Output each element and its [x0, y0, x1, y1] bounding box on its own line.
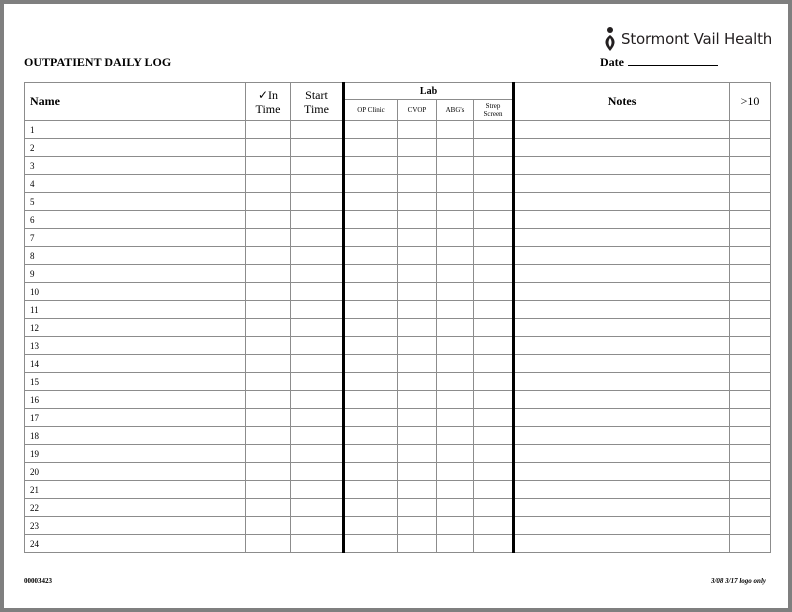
cvop-cell[interactable] [398, 229, 437, 247]
gt10-cell[interactable] [730, 121, 771, 139]
strep-screen-cell[interactable] [474, 391, 514, 409]
name-cell[interactable] [25, 193, 246, 211]
abgs-cell[interactable] [437, 193, 474, 211]
in-time-cell[interactable] [246, 445, 291, 463]
cvop-cell[interactable] [398, 337, 437, 355]
abgs-cell[interactable] [437, 463, 474, 481]
start-time-cell[interactable] [291, 373, 344, 391]
abgs-cell[interactable] [437, 121, 474, 139]
strep-screen-cell[interactable] [474, 229, 514, 247]
in-time-cell[interactable] [246, 157, 291, 175]
name-cell[interactable] [25, 373, 246, 391]
notes-cell[interactable] [514, 535, 730, 553]
table-row [25, 409, 771, 427]
notes-cell[interactable] [514, 121, 730, 139]
in-time-cell[interactable] [246, 319, 291, 337]
cvop-cell[interactable] [398, 391, 437, 409]
row-number: 12 [30, 322, 39, 333]
row-number: 10 [30, 286, 39, 297]
header-lab-abgs: ABG's [437, 100, 474, 121]
gt10-cell[interactable] [730, 499, 771, 517]
gt10-cell[interactable] [730, 535, 771, 553]
row-number: 1 [30, 124, 35, 135]
cvop-cell[interactable] [398, 121, 437, 139]
in-time-cell[interactable] [246, 283, 291, 301]
cvop-cell[interactable] [398, 319, 437, 337]
in-time-cell[interactable] [246, 193, 291, 211]
abgs-cell[interactable] [437, 337, 474, 355]
start-time-cell[interactable] [291, 247, 344, 265]
op-clinic-cell[interactable] [344, 139, 398, 157]
in-time-cell[interactable] [246, 427, 291, 445]
abgs-cell[interactable] [437, 229, 474, 247]
in-time-cell[interactable] [246, 247, 291, 265]
cvop-cell[interactable] [398, 265, 437, 283]
gt10-cell[interactable] [730, 319, 771, 337]
in-time-cell[interactable] [246, 391, 291, 409]
start-time-cell[interactable] [291, 517, 344, 535]
in-time-cell[interactable] [246, 499, 291, 517]
row-number: 9 [30, 268, 35, 279]
cvop-cell[interactable] [398, 535, 437, 553]
notes-cell[interactable] [514, 193, 730, 211]
header-gt10: >10 [730, 83, 771, 121]
strep-screen-cell[interactable] [474, 193, 514, 211]
notes-cell[interactable] [514, 409, 730, 427]
in-time-cell[interactable] [246, 301, 291, 319]
notes-cell[interactable] [514, 247, 730, 265]
brand-name: Stormont Vail Health [621, 30, 773, 48]
in-time-cell[interactable] [246, 337, 291, 355]
strep-screen-cell[interactable] [474, 499, 514, 517]
name-cell[interactable] [25, 355, 246, 373]
op-clinic-cell[interactable] [344, 211, 398, 229]
op-clinic-cell[interactable] [344, 499, 398, 517]
start-time-cell[interactable] [291, 337, 344, 355]
date-field[interactable] [600, 55, 718, 70]
abgs-cell[interactable] [437, 301, 474, 319]
notes-cell[interactable] [514, 373, 730, 391]
row-number: 8 [30, 250, 35, 261]
in-time-cell[interactable] [246, 481, 291, 499]
table-row [25, 319, 771, 337]
cvop-cell[interactable] [398, 499, 437, 517]
cvop-cell[interactable] [398, 193, 437, 211]
name-cell[interactable] [25, 211, 246, 229]
start-time-cell[interactable] [291, 481, 344, 499]
strep-screen-cell[interactable] [474, 535, 514, 553]
row-number: 2 [30, 142, 35, 153]
name-cell[interactable] [25, 337, 246, 355]
table-row [25, 193, 771, 211]
row-number: 4 [30, 178, 35, 189]
op-clinic-cell[interactable] [344, 409, 398, 427]
abgs-cell[interactable] [437, 139, 474, 157]
strep-screen-cell[interactable] [474, 355, 514, 373]
name-cell[interactable] [25, 121, 246, 139]
table-row [25, 121, 771, 139]
strep-screen-cell[interactable] [474, 337, 514, 355]
gt10-cell[interactable] [730, 283, 771, 301]
op-clinic-cell[interactable] [344, 535, 398, 553]
name-cell[interactable] [25, 409, 246, 427]
table-row [25, 301, 771, 319]
start-time-cell[interactable] [291, 211, 344, 229]
row-number: 24 [30, 538, 39, 549]
name-cell[interactable] [25, 229, 246, 247]
table-row [25, 445, 771, 463]
row-number: 15 [30, 376, 39, 387]
strep-screen-cell[interactable] [474, 157, 514, 175]
abgs-cell[interactable] [437, 283, 474, 301]
in-time-cell[interactable] [246, 409, 291, 427]
start-time-cell[interactable] [291, 301, 344, 319]
abgs-cell[interactable] [437, 427, 474, 445]
table-row [25, 355, 771, 373]
abgs-cell[interactable] [437, 535, 474, 553]
start-time-cell[interactable] [291, 229, 344, 247]
abgs-cell[interactable] [437, 355, 474, 373]
cvop-cell[interactable] [398, 481, 437, 499]
gt10-cell[interactable] [730, 427, 771, 445]
strep-screen-cell[interactable] [474, 121, 514, 139]
abgs-cell[interactable] [437, 409, 474, 427]
start-time-cell[interactable] [291, 121, 344, 139]
table-row [25, 175, 771, 193]
table-row [25, 139, 771, 157]
name-cell[interactable] [25, 283, 246, 301]
name-cell[interactable] [25, 445, 246, 463]
name-cell[interactable] [25, 301, 246, 319]
notes-cell[interactable] [514, 391, 730, 409]
notes-cell[interactable] [514, 139, 730, 157]
abgs-cell[interactable] [437, 445, 474, 463]
notes-cell[interactable] [514, 445, 730, 463]
in-time-cell[interactable] [246, 373, 291, 391]
op-clinic-cell[interactable] [344, 445, 398, 463]
abgs-cell[interactable] [437, 373, 474, 391]
gt10-cell[interactable] [730, 301, 771, 319]
in-time-cell[interactable] [246, 535, 291, 553]
row-number: 16 [30, 394, 39, 405]
start-time-cell[interactable] [291, 283, 344, 301]
stormont-vail-logo-icon [602, 26, 618, 52]
in-time-cell[interactable] [246, 229, 291, 247]
name-cell[interactable] [25, 157, 246, 175]
notes-cell[interactable] [514, 517, 730, 535]
date-label: Date [600, 55, 624, 69]
row-number: 22 [30, 502, 39, 513]
op-clinic-cell[interactable] [344, 427, 398, 445]
strep-screen-cell[interactable] [474, 265, 514, 283]
name-cell[interactable] [25, 139, 246, 157]
gt10-cell[interactable] [730, 517, 771, 535]
header-start-time: Start Time [291, 83, 344, 121]
in-time-cell[interactable] [246, 121, 291, 139]
in-time-cell[interactable] [246, 211, 291, 229]
abgs-cell[interactable] [437, 499, 474, 517]
row-number: 21 [30, 484, 39, 495]
in-time-cell[interactable] [246, 265, 291, 283]
gt10-cell[interactable] [730, 409, 771, 427]
start-time-cell[interactable] [291, 355, 344, 373]
gt10-cell[interactable] [730, 373, 771, 391]
notes-cell[interactable] [514, 499, 730, 517]
header-lab-op-clinic: OP Clinic [344, 100, 398, 121]
header-lab-strep-screen: Strep Screen [474, 100, 514, 121]
start-time-cell[interactable] [291, 319, 344, 337]
name-cell[interactable] [25, 499, 246, 517]
gt10-cell[interactable] [730, 193, 771, 211]
strep-screen-cell[interactable] [474, 445, 514, 463]
op-clinic-cell[interactable] [344, 301, 398, 319]
log-body [25, 121, 771, 553]
op-clinic-cell[interactable] [344, 517, 398, 535]
notes-cell[interactable] [514, 283, 730, 301]
cvop-cell[interactable] [398, 211, 437, 229]
strep-screen-cell[interactable] [474, 211, 514, 229]
abgs-cell[interactable] [437, 157, 474, 175]
strep-screen-cell[interactable] [474, 247, 514, 265]
op-clinic-cell[interactable] [344, 283, 398, 301]
strep-screen-cell[interactable] [474, 175, 514, 193]
in-time-cell[interactable] [246, 463, 291, 481]
cvop-cell[interactable] [398, 517, 437, 535]
op-clinic-cell[interactable] [344, 175, 398, 193]
cvop-cell[interactable] [398, 409, 437, 427]
cvop-cell[interactable] [398, 157, 437, 175]
gt10-cell[interactable] [730, 337, 771, 355]
op-clinic-cell[interactable] [344, 481, 398, 499]
table-row [25, 373, 771, 391]
abgs-cell[interactable] [437, 319, 474, 337]
start-time-cell[interactable] [291, 409, 344, 427]
abgs-cell[interactable] [437, 211, 474, 229]
row-number: 3 [30, 160, 35, 171]
gt10-cell[interactable] [730, 481, 771, 499]
start-time-cell[interactable] [291, 193, 344, 211]
notes-cell[interactable] [514, 319, 730, 337]
header-notes: Notes [514, 83, 730, 121]
gt10-cell[interactable] [730, 445, 771, 463]
op-clinic-cell[interactable] [344, 391, 398, 409]
op-clinic-cell[interactable] [344, 355, 398, 373]
notes-cell[interactable] [514, 463, 730, 481]
table-row [25, 463, 771, 481]
table-row [25, 517, 771, 535]
start-time-cell[interactable] [291, 499, 344, 517]
name-cell[interactable] [25, 535, 246, 553]
start-time-cell[interactable] [291, 265, 344, 283]
table-row [25, 247, 771, 265]
gt10-cell[interactable] [730, 229, 771, 247]
op-clinic-cell[interactable] [344, 157, 398, 175]
cvop-cell[interactable] [398, 373, 437, 391]
strep-screen-cell[interactable] [474, 319, 514, 337]
check-icon: ✓ [257, 87, 269, 102]
notes-cell[interactable] [514, 265, 730, 283]
abgs-cell[interactable] [437, 391, 474, 409]
name-cell[interactable] [25, 319, 246, 337]
table-row [25, 337, 771, 355]
in-time-cell[interactable] [246, 517, 291, 535]
header-lab-cvop: CVOP [398, 100, 437, 121]
cvop-cell[interactable] [398, 247, 437, 265]
gt10-cell[interactable] [730, 175, 771, 193]
name-cell[interactable] [25, 391, 246, 409]
gt10-cell[interactable] [730, 463, 771, 481]
op-clinic-cell[interactable] [344, 229, 398, 247]
in-time-cell[interactable] [246, 139, 291, 157]
gt10-cell[interactable] [730, 211, 771, 229]
table-row [25, 499, 771, 517]
gt10-cell[interactable] [730, 265, 771, 283]
strep-screen-cell[interactable] [474, 517, 514, 535]
row-number: 13 [30, 340, 39, 351]
form-number: 00003423 [24, 577, 52, 585]
gt10-cell[interactable] [730, 139, 771, 157]
table-row [25, 283, 771, 301]
page-title: OUTPATIENT DAILY LOG [24, 55, 172, 69]
name-cell[interactable] [25, 265, 246, 283]
start-time-cell[interactable] [291, 157, 344, 175]
strep-screen-cell[interactable] [474, 409, 514, 427]
table-row [25, 481, 771, 499]
table-row [25, 229, 771, 247]
cvop-cell[interactable] [398, 445, 437, 463]
name-cell[interactable] [25, 247, 246, 265]
op-clinic-cell[interactable] [344, 337, 398, 355]
table-row [25, 265, 771, 283]
name-cell[interactable] [25, 427, 246, 445]
table-row [25, 211, 771, 229]
cvop-cell[interactable] [398, 355, 437, 373]
gt10-cell[interactable] [730, 157, 771, 175]
op-clinic-cell[interactable] [344, 319, 398, 337]
start-time-cell[interactable] [291, 391, 344, 409]
start-time-cell[interactable] [291, 139, 344, 157]
start-time-cell[interactable] [291, 463, 344, 481]
header-lab: Lab [344, 83, 514, 100]
abgs-cell[interactable] [437, 265, 474, 283]
cvop-cell[interactable] [398, 139, 437, 157]
daily-log-table [24, 82, 771, 553]
header-name: Name [25, 83, 246, 121]
row-number: 20 [30, 466, 39, 477]
gt10-cell[interactable] [730, 247, 771, 265]
strep-screen-cell[interactable] [474, 427, 514, 445]
notes-cell[interactable] [514, 337, 730, 355]
start-time-cell[interactable] [291, 535, 344, 553]
table-row [25, 427, 771, 445]
row-number: 5 [30, 196, 35, 207]
row-number: 23 [30, 520, 39, 531]
notes-cell[interactable] [514, 427, 730, 445]
op-clinic-cell[interactable] [344, 463, 398, 481]
name-cell[interactable] [25, 481, 246, 499]
row-number: 14 [30, 358, 39, 369]
notes-cell[interactable] [514, 175, 730, 193]
table-row [25, 391, 771, 409]
op-clinic-cell[interactable] [344, 193, 398, 211]
abgs-cell[interactable] [437, 481, 474, 499]
row-number: 7 [30, 232, 35, 243]
op-clinic-cell[interactable] [344, 373, 398, 391]
notes-cell[interactable] [514, 355, 730, 373]
strep-screen-cell[interactable] [474, 481, 514, 499]
table-row [25, 157, 771, 175]
cvop-cell[interactable] [398, 301, 437, 319]
gt10-cell[interactable] [730, 391, 771, 409]
row-number: 19 [30, 448, 39, 459]
notes-cell[interactable] [514, 229, 730, 247]
start-time-cell[interactable] [291, 445, 344, 463]
date-input-line[interactable] [628, 55, 718, 66]
strep-screen-cell[interactable] [474, 463, 514, 481]
start-time-cell[interactable] [291, 427, 344, 445]
abgs-cell[interactable] [437, 517, 474, 535]
cvop-cell[interactable] [398, 283, 437, 301]
strep-screen-cell[interactable] [474, 283, 514, 301]
gt10-cell[interactable] [730, 355, 771, 373]
cvop-cell[interactable] [398, 427, 437, 445]
abgs-cell[interactable] [437, 175, 474, 193]
strep-screen-cell[interactable] [474, 301, 514, 319]
table-row [25, 535, 771, 553]
header-in-time: ✓In Time [246, 83, 291, 121]
row-number: 11 [30, 304, 39, 315]
name-cell[interactable] [25, 517, 246, 535]
in-time-cell[interactable] [246, 175, 291, 193]
strep-screen-cell[interactable] [474, 139, 514, 157]
row-number: 17 [30, 412, 39, 423]
op-clinic-cell[interactable] [344, 247, 398, 265]
brand-logo [602, 26, 772, 52]
cvop-cell[interactable] [398, 463, 437, 481]
notes-cell[interactable] [514, 157, 730, 175]
revision-note: 3/08 3/17 logo only [710, 577, 766, 585]
in-time-cell[interactable] [246, 355, 291, 373]
op-clinic-cell[interactable] [344, 265, 398, 283]
name-cell[interactable] [25, 175, 246, 193]
name-cell[interactable] [25, 463, 246, 481]
notes-cell[interactable] [514, 481, 730, 499]
start-time-cell[interactable] [291, 175, 344, 193]
row-number: 6 [30, 214, 35, 225]
notes-cell[interactable] [514, 301, 730, 319]
abgs-cell[interactable] [437, 247, 474, 265]
cvop-cell[interactable] [398, 175, 437, 193]
row-number: 18 [30, 430, 39, 441]
strep-screen-cell[interactable] [474, 373, 514, 391]
op-clinic-cell[interactable] [344, 121, 398, 139]
notes-cell[interactable] [514, 211, 730, 229]
